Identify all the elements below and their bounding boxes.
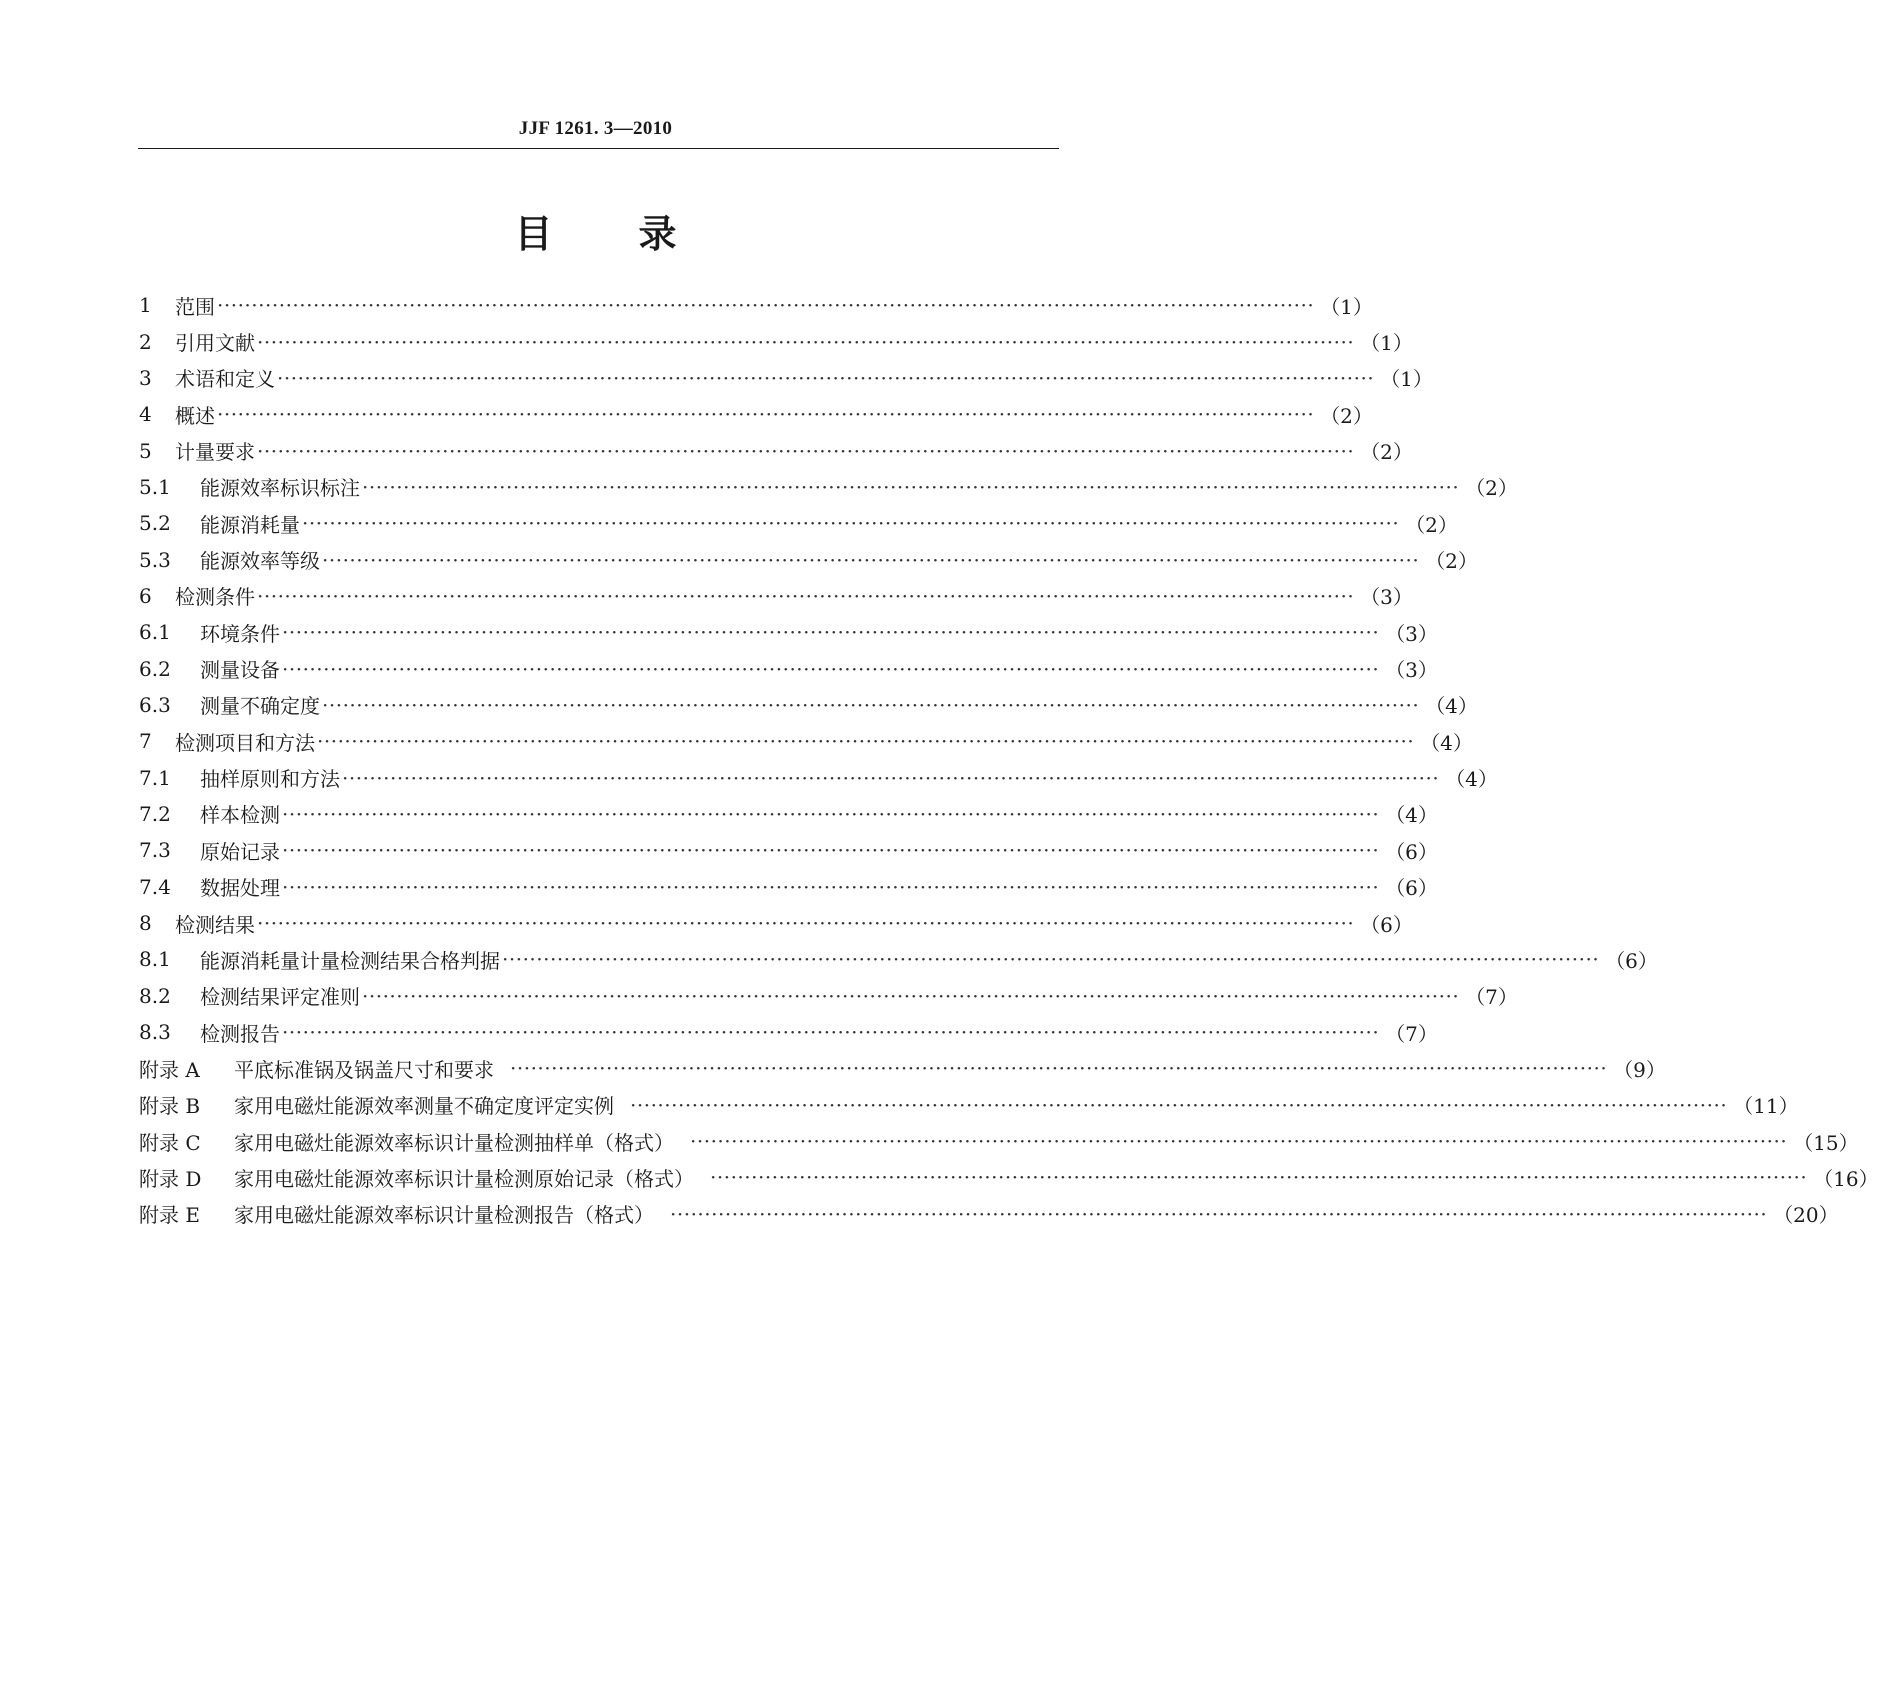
toc-page: （4） bbox=[1425, 694, 1478, 719]
toc-item[interactable] bbox=[139, 614, 1438, 650]
toc-leader: ································································································································································ bbox=[257, 911, 1355, 936]
toc-page: （20） bbox=[1773, 1203, 1839, 1228]
toc-page: （2） bbox=[1425, 549, 1478, 574]
toc-title: 能源消耗量计量检测结果合格判据 bbox=[200, 948, 500, 973]
toc-title: 抽样原则和方法 bbox=[200, 767, 340, 792]
toc-number: 6.3 bbox=[139, 692, 171, 717]
toc-leader: ································································································································································ bbox=[670, 1201, 1768, 1226]
toc-page: （11） bbox=[1733, 1094, 1799, 1119]
toc-title: 家用电磁灶能源效率测量不确定度评定实例 bbox=[234, 1094, 614, 1119]
toc-number: 7.2 bbox=[139, 801, 171, 826]
toc-leader: ································································································································································ bbox=[277, 365, 1375, 390]
toc-title: 检测条件 bbox=[175, 585, 255, 610]
toc-page: （1） bbox=[1380, 367, 1433, 392]
toc-item[interactable] bbox=[139, 869, 1438, 905]
toc-title: 能源效率等级 bbox=[200, 549, 320, 574]
toc-number: 附录 C bbox=[139, 1130, 201, 1155]
toc-title: 计量要求 bbox=[175, 440, 255, 465]
table-of-contents bbox=[139, 287, 1879, 1232]
toc-number: 7.1 bbox=[139, 765, 171, 790]
toc-page: （6） bbox=[1605, 948, 1658, 973]
toc-item[interactable] bbox=[139, 323, 1413, 359]
toc-title: 术语和定义 bbox=[175, 367, 275, 392]
toc-leader: ································································································································································ bbox=[510, 1056, 1608, 1081]
toc-page: （3） bbox=[1385, 621, 1438, 646]
toc-item[interactable] bbox=[139, 723, 1473, 759]
toc-title: 检测结果 bbox=[175, 912, 255, 937]
toc-title: 原始记录 bbox=[200, 839, 280, 864]
toc-title: 能源效率标识标注 bbox=[200, 476, 360, 501]
toc-number: 5.3 bbox=[139, 547, 171, 572]
toc-leader: ································································································································································ bbox=[322, 692, 1420, 717]
toc-page: （2） bbox=[1320, 403, 1373, 428]
toc-number: 5 bbox=[139, 438, 152, 463]
toc-leader: ································································································································································ bbox=[710, 1165, 1808, 1190]
toc-page: （3） bbox=[1385, 658, 1438, 683]
toc-item[interactable] bbox=[139, 578, 1413, 614]
toc-leader: ································································································································································ bbox=[322, 547, 1420, 572]
toc-item[interactable] bbox=[139, 360, 1433, 396]
toc-leader: ································································································································································ bbox=[302, 511, 1400, 536]
toc-number: 1 bbox=[139, 293, 152, 318]
toc-title: 家用电磁灶能源效率标识计量检测原始记录（格式） bbox=[234, 1166, 694, 1191]
toc-title: 样本检测 bbox=[200, 803, 280, 828]
toc-leader: ································································································································································ bbox=[342, 765, 1440, 790]
toc-title: 环境条件 bbox=[200, 621, 280, 646]
toc-title: 检测项目和方法 bbox=[175, 730, 315, 755]
toc-leader: ································································································································································ bbox=[502, 947, 1600, 972]
toc-leader: ································································································································································ bbox=[362, 474, 1460, 499]
toc-item[interactable] bbox=[139, 1087, 1799, 1123]
toc-page: （7） bbox=[1385, 1021, 1438, 1046]
toc-title: 概述 bbox=[175, 403, 215, 428]
toc-number: 8 bbox=[139, 911, 152, 936]
toc-title: 范围 bbox=[175, 294, 215, 319]
toc-title: 检测结果评定准则 bbox=[200, 985, 360, 1010]
toc-page: （6） bbox=[1385, 876, 1438, 901]
toc-page: （6） bbox=[1385, 839, 1438, 864]
document-code: JJF 1261. 3—2010 bbox=[518, 118, 673, 139]
toc-title: 家用电磁灶能源效率标识计量检测报告（格式） bbox=[234, 1203, 654, 1228]
toc-item[interactable] bbox=[139, 978, 1518, 1014]
page-title bbox=[0, 203, 1191, 258]
toc-title: 测量设备 bbox=[200, 658, 280, 683]
toc-number: 8.3 bbox=[139, 1020, 171, 1045]
toc-page: （3） bbox=[1360, 585, 1413, 610]
toc-leader: ································································································································································ bbox=[282, 874, 1380, 899]
toc-number: 4 bbox=[139, 402, 152, 427]
toc-title: 检测报告 bbox=[200, 1021, 280, 1046]
toc-title: 能源消耗量 bbox=[200, 512, 300, 537]
toc-item[interactable] bbox=[139, 505, 1458, 541]
toc-title: 数据处理 bbox=[200, 876, 280, 901]
toc-item[interactable] bbox=[139, 1050, 1666, 1086]
toc-item[interactable] bbox=[139, 832, 1438, 868]
toc-item[interactable] bbox=[139, 1159, 1879, 1195]
toc-leader: ································································································································································ bbox=[217, 293, 1315, 318]
toc-item[interactable] bbox=[139, 541, 1478, 577]
toc-item[interactable] bbox=[139, 796, 1438, 832]
toc-item[interactable] bbox=[139, 759, 1498, 795]
toc-item[interactable] bbox=[139, 905, 1413, 941]
toc-page: （2） bbox=[1465, 476, 1518, 501]
toc-title: 引用文献 bbox=[175, 331, 255, 356]
toc-number: 8.2 bbox=[139, 983, 171, 1008]
toc-title: 家用电磁灶能源效率标识计量检测抽样单（格式） bbox=[234, 1130, 674, 1155]
toc-item[interactable] bbox=[139, 687, 1478, 723]
toc-number: 7 bbox=[139, 729, 152, 754]
toc-number: 附录 D bbox=[139, 1166, 202, 1191]
toc-number: 5.1 bbox=[139, 474, 171, 499]
toc-page: （15） bbox=[1793, 1130, 1859, 1155]
toc-number: 8.1 bbox=[139, 947, 171, 972]
toc-page: （4） bbox=[1445, 767, 1498, 792]
toc-item[interactable] bbox=[139, 1123, 1859, 1159]
toc-leader: ································································································································································ bbox=[362, 983, 1460, 1008]
toc-page: （1） bbox=[1360, 331, 1413, 356]
toc-number: 5.2 bbox=[139, 511, 171, 536]
toc-title: 测量不确定度 bbox=[200, 694, 320, 719]
toc-page: （2） bbox=[1405, 512, 1458, 537]
header-rule bbox=[138, 148, 1059, 149]
toc-page: （6） bbox=[1360, 912, 1413, 937]
title-char-2: 录 bbox=[638, 211, 677, 256]
toc-item[interactable] bbox=[139, 432, 1413, 468]
toc-page: （4） bbox=[1385, 803, 1438, 828]
toc-number: 3 bbox=[139, 365, 152, 390]
toc-number: 6 bbox=[139, 583, 152, 608]
toc-item[interactable] bbox=[139, 287, 1373, 323]
toc-item[interactable] bbox=[139, 650, 1438, 686]
toc-leader: ································································································································································ bbox=[217, 402, 1315, 427]
toc-number: 7.4 bbox=[139, 874, 171, 899]
toc-item[interactable] bbox=[139, 1196, 1839, 1232]
toc-page: （2） bbox=[1360, 440, 1413, 465]
toc-leader: ································································································································································ bbox=[282, 656, 1380, 681]
toc-item[interactable] bbox=[139, 469, 1518, 505]
toc-leader: ································································································································································ bbox=[630, 1092, 1728, 1117]
toc-page: （16） bbox=[1813, 1166, 1879, 1191]
toc-leader: ································································································································································ bbox=[282, 620, 1380, 645]
toc-number: 2 bbox=[139, 329, 152, 354]
toc-page: （4） bbox=[1420, 730, 1473, 755]
toc-leader: ································································································································································ bbox=[317, 729, 1415, 754]
toc-number: 6.1 bbox=[139, 620, 171, 645]
toc-number: 附录 A bbox=[139, 1057, 200, 1082]
toc-leader: ································································································································································ bbox=[257, 583, 1355, 608]
toc-number: 附录 B bbox=[139, 1094, 201, 1119]
toc-leader: ································································································································································ bbox=[257, 329, 1355, 354]
toc-number: 6.2 bbox=[139, 656, 171, 681]
toc-page: （9） bbox=[1613, 1057, 1666, 1082]
toc-title: 平底标准锅及锅盖尺寸和要求 bbox=[234, 1057, 494, 1082]
toc-leader: ································································································································································ bbox=[282, 838, 1380, 863]
title-char-1: 目 bbox=[514, 211, 553, 256]
toc-number: 附录 E bbox=[139, 1203, 200, 1228]
toc-page: （7） bbox=[1465, 985, 1518, 1010]
toc-leader: ································································································································································ bbox=[690, 1129, 1788, 1154]
toc-leader: ································································································································································ bbox=[282, 801, 1380, 826]
toc-number: 7.3 bbox=[139, 838, 171, 863]
toc-item[interactable] bbox=[139, 1014, 1438, 1050]
toc-leader: ································································································································································ bbox=[282, 1020, 1380, 1045]
toc-item[interactable] bbox=[139, 941, 1658, 977]
toc-page: （1） bbox=[1320, 294, 1373, 319]
toc-item[interactable] bbox=[139, 396, 1373, 432]
toc-leader: ································································································································································ bbox=[257, 438, 1355, 463]
